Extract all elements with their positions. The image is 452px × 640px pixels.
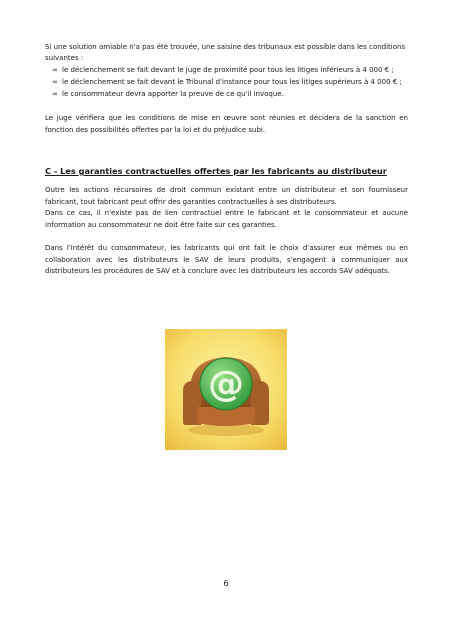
page-number: 6	[223, 579, 229, 588]
intro-line-2: suivantes :	[45, 54, 84, 62]
bullet-item	[52, 65, 408, 77]
svg-text:@: @	[208, 364, 244, 405]
bullet-item	[52, 89, 408, 101]
infinity-bullet-icon: ∞	[52, 66, 58, 74]
at-sign-armchair-illustration	[165, 329, 287, 450]
infinity-bullet-icon: ∞	[52, 90, 58, 98]
bullet-text: le déclenchement se fait devant le Tribunal d'instance pour tous les litiges supérieurs à 4 000 € ;	[62, 78, 402, 86]
bullet-text: le consommateur devra apporter la preuve de ce qu'il invoque.	[62, 90, 284, 98]
bullet-item	[52, 77, 408, 89]
intro-line-1: Si une solution amiable n'a pas été trouvée, une saisine des tribunaux est possible dans les conditions	[45, 43, 406, 51]
section-heading: C - Les garanties contractuelles offertes par les fabricants au distributeur	[45, 166, 387, 176]
judge-paragraph: Le juge vérifiera que les conditions de mise en œuvre sont réunies et décidera de la sanction en fonction des possibilités offertes par la loi et du préjudice subi.	[45, 114, 408, 134]
paragraph-3: Dans l'intérêt du consommateur, les fabricants qui ont fait le choix d'assurer eux mêmes ou en collaboration avec les distributeurs le SAV de leurs produits, s'engagent à communiquer aux distributeurs les procédures de SAV et à conclure avec les distributeurs les accords SAV adéquats.	[45, 244, 408, 275]
bullet-text: le déclenchement se fait devant le juge de proximité pour tous les litiges inférieurs à 4 000 € ;	[62, 66, 394, 74]
paragraph-2: Dans ce cas, il n'existe pas de lien contractuel entre le fabricant et le consommateur et aucune information au consommateur ne doit être faite sur ces garanties.	[45, 209, 408, 229]
paragraph-1: Outre les actions récursoires de droit commun existant entre un distributeur et son fournisseur fabricant, tout fabricant peut offrir des garanties contractuelles à ses distributeurs.	[45, 186, 408, 206]
infinity-bullet-icon: ∞	[52, 78, 58, 86]
